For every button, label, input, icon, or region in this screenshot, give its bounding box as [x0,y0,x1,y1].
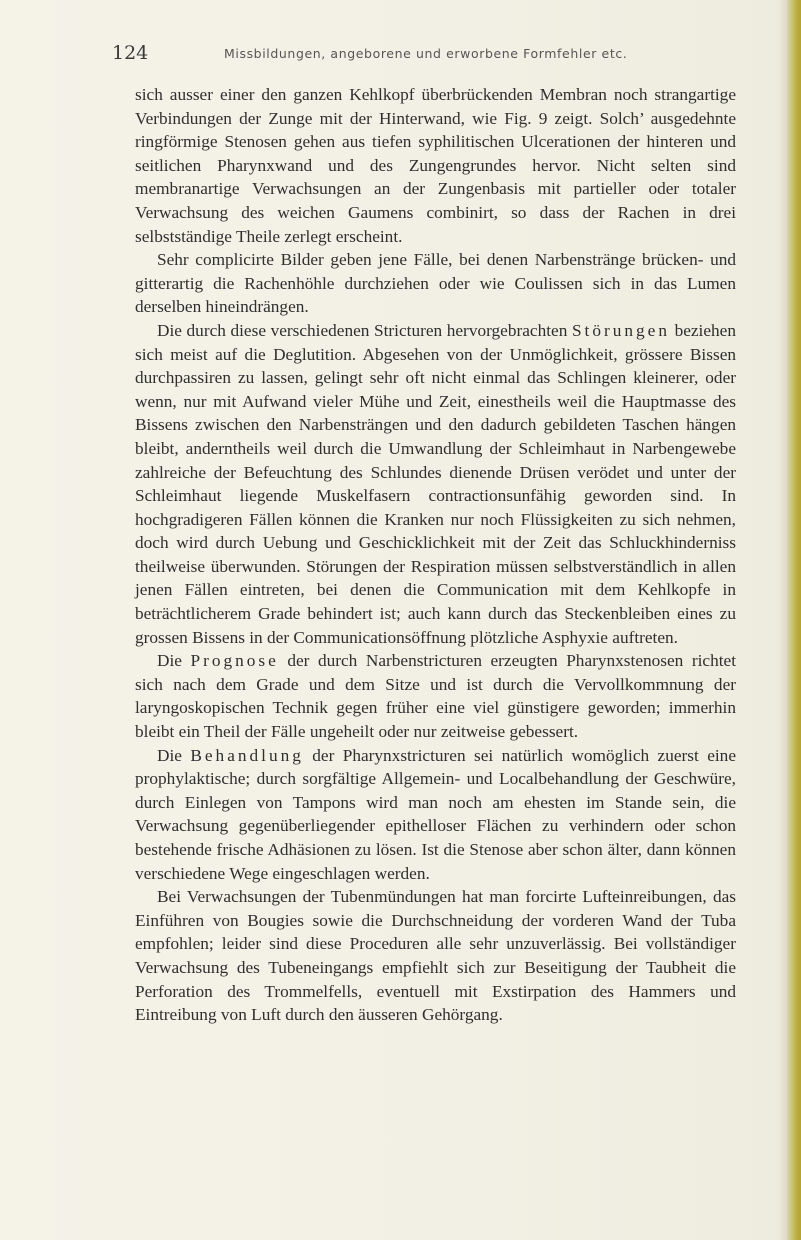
paragraph-1 [135,83,736,248]
paragraph-lead: Die durch diese verschiedenen Stricturen hervorgebrachten [157,320,572,340]
paragraph-4 [135,649,736,743]
paragraph-3 [135,319,736,649]
page-edge [787,0,801,1240]
paragraph-6 [135,885,736,1027]
paragraph-5 [135,744,736,886]
running-head: Missbildungen, angeborene und erworbene Formfehler etc. [224,46,628,61]
paragraph-text: Bei Verwachsungen der Tubenmündungen hat man forcirte Lufteinreibungen, das Einführen von Bougies sowie die Durchschneidung der vorderen Wand der Tuba empfohlen; leider sind diese Proceduren alle sehr unzuverlässig. Bei vollständiger Verwachsung des Tubeneingangs empfiehlt sich zur Beseitigung der Taubheit die Perforation des Trommelfells, eventuell mit Exstirpation des Hammers und Eintreibung von Luft durch den äusseren Gehörgang. [135,887,736,1025]
body-text [135,83,736,1027]
spaced-keyword: Störungen [571,320,670,340]
paragraph-text: der durch Narbenstricturen erzeugten Pharynxstenosen richtet sich nach dem Grade und dem Sitze und ist durch die Vervollkommnung der laryngoskopischen Technik gegen früher eine viel günstigere geworden; immerhin bleibt ein Theil der Fälle ungeheilt oder nur zeitweise gebessert. [135,651,736,742]
spaced-keyword: Behandlung [190,745,304,765]
spaced-keyword: Prognose [190,651,279,671]
page-edge-shadow [777,0,787,1240]
paragraph-text: der Pharynxstricturen sei natürlich womöglich zuerst eine prophylaktische; durch sorgfältige Allgemein- und Localbehandlung der Geschwüre, durch Einlegen von Tampons wird man noch am ehesten im Stande sein, die Verwachsung gegenüberliegender epithelloser Flächen zu verhindern oder schon bestehende frische Adhäsionen zu lösen. Ist die Stenose aber schon älter, dann können verschiedene Wege eingeschlagen werden. [135,745,736,883]
paragraph-text: sich ausser einer den ganzen Kehlkopf überbrückenden Membran noch strangartige Verbindungen der Zunge mit der Hinterwand, wie Fig. 9 zeigt. Solch’ ausgedehnte ringförmige Stenosen gehen aus tiefen syphilitischen Ulcerationen der hinteren und seitlichen Pharynxwand und des Zungengrundes hervor. Nicht selten sind membranartige Verwachsungen an der Zungenbasis mit partieller oder totaler Verwachsung des weichen Gaumens combinirt, so dass der Rachen in drei selbstständige Theile zerlegt erscheint. [135,85,736,246]
page-header [112,42,752,72]
page-number: 124 [112,42,149,64]
paragraph-2 [135,248,736,319]
paragraph-lead: Die [157,745,191,765]
paragraph-text: beziehen sich meist auf die Deglutition. Abgesehen von der Unmöglichkeit, grössere Bissen durchpassiren zu lassen, gelingt sehr oft nicht einmal das Schlingen kleinerer, oder wenn, nur mit Aufwand vieler Mühe und Zeit, einestheils weil die Hauptmasse des Bissens zwischen den Narbensträngen und den dadurch gebildeten Taschen hängen bleibt, anderntheils weil durch die Umwandlung der Schleimhaut in Narbengewebe zahlreiche der Befeuchtung des Schlundes dienende Drüsen verödet und unter der Schleimhaut liegende Muskelfasern contractionsunfähig geworden sind. In hochgradigeren Fällen können die Kranken nur noch Flüssigkeiten zu sich nehmen, doch wird durch Uebung und Geschicklichkeit mit der Zeit das Schluckhinderniss theilweise überwunden. Störungen der Respiration müssen selbstverständlich in allen jenen Fällen eintreten, bei denen die Communication mit dem Kehlkopfe in beträchtlicherem Grade behindert ist; auch kann durch das Steckenbleiben eines zu grossen Bissens in der Communicationsöffnung plötzliche Asphyxie auftreten. [135,320,736,647]
paragraph-lead: Die [157,651,191,671]
paragraph-text: Sehr complicirte Bilder geben jene Fälle, bei denen Narbenstränge brücken- und gitterartig die Rachenhöhle durchziehen oder wie Coulissen sich in das Lumen derselben hineindrängen. [135,250,736,317]
